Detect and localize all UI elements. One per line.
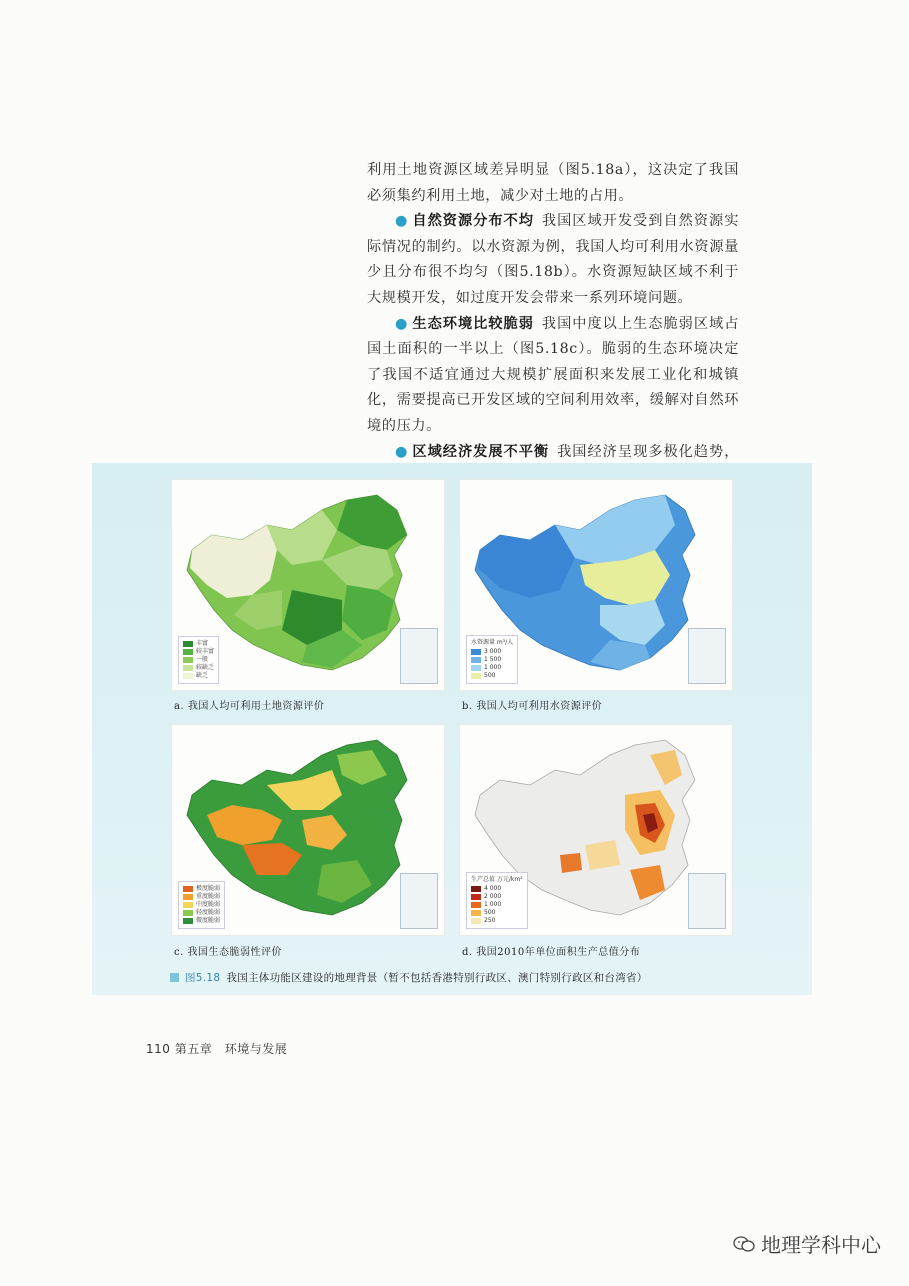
legend-item (183, 664, 214, 672)
legend-item (471, 901, 523, 909)
map-land-resources (171, 479, 445, 691)
legend-swatch (471, 918, 481, 924)
legend-d (466, 872, 528, 929)
legend-label: 1 000 (484, 664, 502, 671)
paragraph-4-heading: 区域经济发展不平衡 (412, 443, 550, 460)
paragraph-2-heading: 自然资源分布不均 (412, 213, 534, 230)
legend-label: 1 500 (484, 656, 502, 663)
legend-item (183, 893, 220, 901)
legend-a (178, 636, 219, 684)
legend-swatch (183, 657, 193, 663)
legend-swatch (183, 918, 193, 924)
caption-d: d. 我国2010年单位面积生产总值分布 (462, 947, 641, 958)
legend-label: 轻度脆弱 (196, 909, 221, 916)
legend-item (471, 917, 523, 925)
legend-swatch (471, 665, 481, 671)
legend-title: 水资源量 m³/人 (471, 639, 514, 646)
figure-caption (170, 970, 648, 985)
legend-item (183, 672, 214, 680)
legend-label: 丰富 (196, 640, 209, 647)
legend-item (183, 640, 214, 648)
legend-label: 250 (484, 917, 496, 924)
watermark-label: 地理学科中心 (761, 1233, 881, 1257)
legend-swatch (183, 894, 193, 900)
paragraph-3-text: 我国中度以上生态脆弱区域占国土面积的一半以上（图5.18c）。脆弱的生态环境决定了我国不适宜通过大规模扩展面积来发展工业化和城镇化，需要提高已开发区域的空间利用效率，缓解对自然环境的压力。 (367, 315, 739, 434)
bullet-icon: ● (395, 213, 409, 230)
legend-swatch (183, 673, 193, 679)
paragraph-2-text: 我国区域开发受到自然资源实际情况的制约。以水资源为例，我国人均可利用水资源量少且分布很不均匀（图5.18b）。水资源短缺区域不利于大规模开发，如过度开发会带来一系列环境问题。 (367, 213, 739, 306)
watermark (733, 1229, 881, 1258)
page-footer: 110 第五章 环境与发展 (146, 1042, 288, 1056)
legend-title: 生产总值 万元/km² (471, 876, 523, 883)
legend-label: 重度脆弱 (196, 893, 221, 900)
legend-item (471, 909, 523, 917)
figure-marker-icon (170, 973, 179, 982)
paragraph-1: 利用土地资源区域差异明显（图5.18a），这决定了我国必须集约利用土地，减少对土地的占用。 (367, 162, 739, 204)
legend-swatch (471, 910, 481, 916)
legend-swatch (183, 649, 193, 655)
legend-swatch (471, 886, 481, 892)
caption-c: c. 我国生态脆弱性评价 (174, 947, 282, 958)
legend-label: 中度脆弱 (196, 901, 221, 908)
south-china-sea-inset (688, 873, 726, 929)
legend-label: 缺乏 (196, 672, 209, 679)
south-china-sea-inset (400, 628, 438, 684)
legend-b (466, 635, 518, 684)
legend-item (471, 893, 523, 901)
legend-item (183, 909, 220, 917)
map-water-resources (459, 479, 733, 691)
legend-swatch (183, 886, 193, 892)
legend-item (471, 664, 513, 672)
figure-number: 图5.18 (185, 972, 221, 984)
legend-label: 1 000 (484, 901, 502, 908)
legend-swatch (471, 657, 481, 663)
legend-swatch (471, 894, 481, 900)
legend-c (178, 881, 225, 929)
legend-item (183, 648, 214, 656)
legend-item (471, 656, 513, 664)
paragraph-3-heading: 生态环境比较脆弱 (412, 315, 534, 332)
map-gdp-density (459, 724, 733, 936)
caption-b: b. 我国人均可利用水资源评价 (462, 701, 603, 712)
legend-item (183, 917, 220, 925)
legend-item (471, 672, 513, 680)
legend-item (183, 656, 214, 664)
legend-label: 极度脆弱 (196, 885, 221, 892)
legend-label: 2 000 (484, 893, 502, 900)
legend-label: 3 000 (484, 648, 502, 655)
south-china-sea-inset (400, 873, 438, 929)
map-ecological-fragility (171, 724, 445, 936)
paragraph-3 (367, 312, 739, 440)
legend-swatch (183, 665, 193, 671)
legend-label: 一般 (196, 656, 209, 663)
legend-label: 微度脆弱 (196, 917, 221, 924)
figure-title: 我国主体功能区建设的地理背景（暂不包括香港特别行政区、澳门特别行政区和台湾省） (226, 972, 648, 984)
legend-label: 500 (484, 672, 496, 679)
legend-swatch (183, 910, 193, 916)
legend-swatch (183, 902, 193, 908)
bullet-icon: ● (395, 315, 409, 332)
legend-label: 4 000 (484, 885, 502, 892)
caption-a: a. 我国人均可利用土地资源评价 (174, 701, 325, 712)
bullet-icon: ● (395, 443, 409, 460)
legend-label: 500 (484, 909, 496, 916)
legend-item (183, 901, 220, 909)
paragraph-2 (367, 209, 739, 311)
legend-item (183, 885, 220, 893)
legend-swatch (471, 902, 481, 908)
legend-label: 较丰富 (196, 648, 215, 655)
legend-swatch (471, 673, 481, 679)
paragraph-4-text: 我国经济呈现多极化趋势， (557, 443, 739, 460)
legend-item (471, 648, 513, 656)
south-china-sea-inset (688, 628, 726, 684)
legend-swatch (471, 649, 481, 655)
legend-swatch (183, 641, 193, 647)
wechat-icon (733, 1235, 755, 1253)
legend-label: 较缺乏 (196, 664, 215, 671)
legend-item (471, 885, 523, 893)
